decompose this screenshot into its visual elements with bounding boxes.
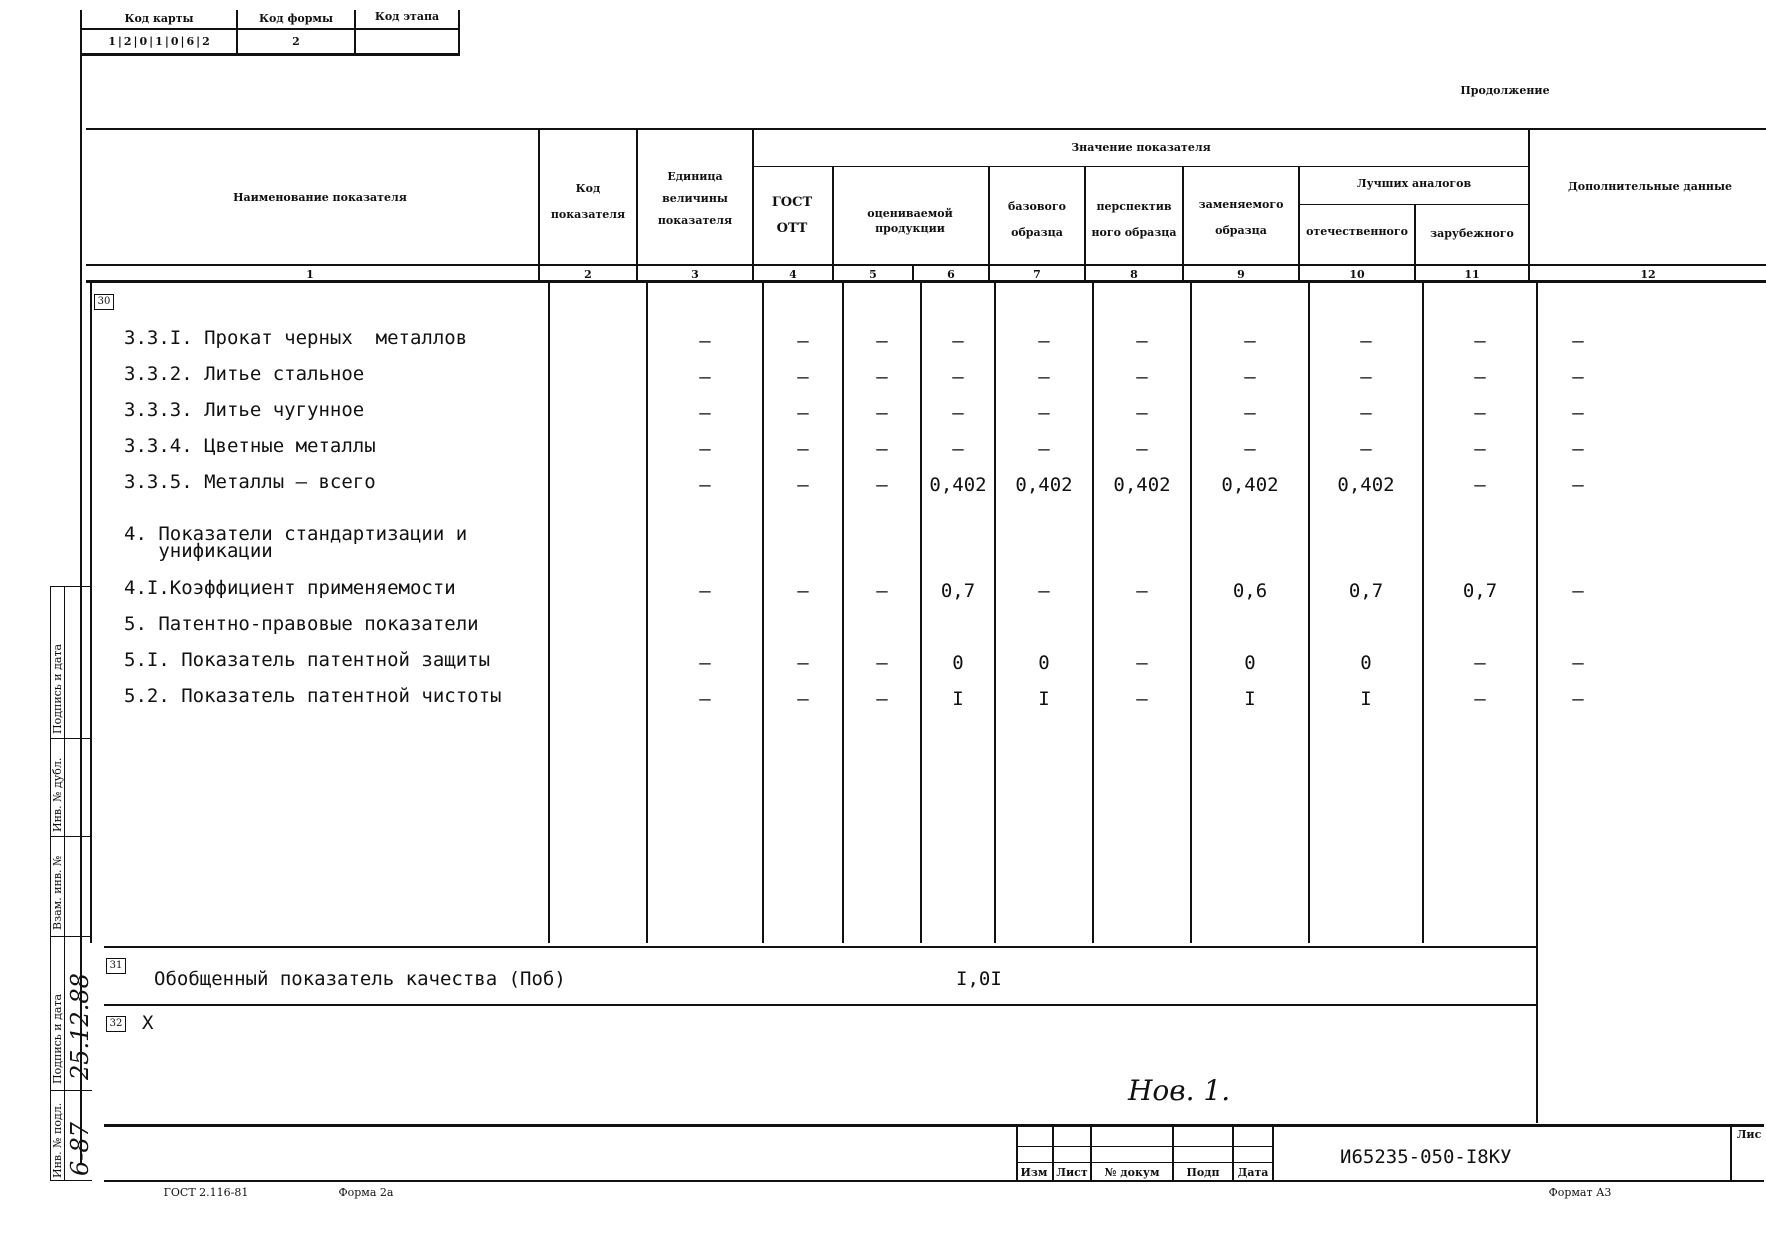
cell-c11: –: [1474, 330, 1486, 352]
stamp-izm: Изм: [1020, 1166, 1048, 1179]
cell-c5: –: [876, 688, 888, 710]
header-code: Код показателя: [550, 182, 626, 221]
cell-c3: –: [699, 688, 711, 710]
cell-c5: –: [876, 580, 888, 602]
cell-c7: 0,402: [1015, 474, 1073, 496]
cell-c8: –: [1136, 330, 1148, 352]
cell-c10: 0,7: [1348, 580, 1384, 602]
cell-c6: I: [952, 688, 964, 710]
header-gost: ГОСТ ОТТ: [771, 195, 813, 236]
cell-c12: –: [1572, 474, 1584, 496]
row-name: 3.3.2. Литье стальное: [124, 363, 365, 385]
cell-c8: –: [1136, 652, 1148, 674]
cell-c3: –: [699, 474, 711, 496]
side-hand-number: 6-87: [66, 1122, 94, 1176]
cell-c11: –: [1474, 652, 1486, 674]
cell-c12: –: [1572, 330, 1584, 352]
cell-c9: –: [1244, 438, 1256, 460]
cell-c5: –: [876, 330, 888, 352]
cell-c7: –: [1038, 580, 1050, 602]
cell-c12: –: [1572, 580, 1584, 602]
handwritten-note: Нов. 1.: [1128, 1074, 1231, 1107]
header-unit: Единица величины показателя: [657, 170, 733, 227]
cell-c3: –: [699, 652, 711, 674]
row-name: 5. Патентно-правовые показатели: [124, 613, 479, 635]
cell-c12: –: [1572, 652, 1584, 674]
line-32-mark: X: [142, 1012, 154, 1034]
line-number-30: 30: [94, 294, 114, 310]
cell-c6: –: [952, 402, 964, 424]
cell-c10: –: [1360, 366, 1372, 388]
header-extra: Дополнительные данные: [1567, 180, 1732, 193]
cell-c8: –: [1136, 402, 1148, 424]
cell-c7: I: [1038, 688, 1050, 710]
column-number-8: 8: [1130, 268, 1138, 281]
cell-c7: 0: [1038, 652, 1050, 674]
code-card-value: 1|2|0|1|0|6|2: [108, 35, 212, 48]
cell-c8: –: [1136, 438, 1148, 460]
cell-c7: –: [1038, 402, 1050, 424]
header-replaced: заменяемого образца: [1198, 198, 1284, 237]
cell-c11: –: [1474, 402, 1486, 424]
cell-c5: –: [876, 474, 888, 496]
cell-c10: 0: [1360, 652, 1372, 674]
row-name: 4. Показатели стандартизации и унификации: [124, 523, 468, 562]
cell-c9: 0,402: [1221, 474, 1279, 496]
cell-c6: –: [952, 366, 964, 388]
cell-c6: –: [952, 438, 964, 460]
cell-c8: –: [1136, 366, 1148, 388]
stamp-dokum: № докум: [1104, 1166, 1160, 1179]
column-number-11: 11: [1464, 268, 1480, 281]
cell-c9: 0,6: [1232, 580, 1268, 602]
cell-c11: 0,7: [1462, 580, 1498, 602]
header-evaluated: оцениваемой продукции: [867, 207, 953, 235]
summary-label: Обобщенный показатель качества (Поб): [154, 968, 566, 990]
header-foreign: зарубежного: [1430, 227, 1514, 240]
cell-c9: –: [1244, 366, 1256, 388]
side-label-podpis-data-2: Подпись и дата: [51, 643, 64, 734]
cell-c6: 0,7: [940, 580, 976, 602]
cell-c5: –: [876, 438, 888, 460]
footer-gost: ГОСТ 2.116-81: [163, 1186, 249, 1199]
cell-c7: –: [1038, 330, 1050, 352]
header-base: базового образца: [1008, 200, 1066, 239]
cell-c12: –: [1572, 688, 1584, 710]
cell-c5: –: [876, 402, 888, 424]
row-name: 3.3.4. Цветные металлы: [124, 435, 376, 457]
cell-c8: –: [1136, 688, 1148, 710]
cell-c3: –: [699, 330, 711, 352]
cell-c9: 0: [1244, 652, 1256, 674]
cell-c10: I: [1360, 688, 1372, 710]
cell-c12: –: [1572, 438, 1584, 460]
cell-c8: –: [1136, 580, 1148, 602]
column-number-12: 12: [1640, 268, 1656, 281]
cell-c11: –: [1474, 366, 1486, 388]
cell-c6: 0: [952, 652, 964, 674]
line-number-31: 31: [106, 958, 126, 974]
cell-c6: –: [952, 330, 964, 352]
row-name: 5.I. Показатель патентной защиты: [124, 649, 491, 671]
cell-c9: –: [1244, 402, 1256, 424]
cell-c3: –: [699, 438, 711, 460]
summary-value: I,0I: [956, 968, 1002, 990]
cell-c11: –: [1474, 474, 1486, 496]
row-name: 3.3.5. Металлы – всего: [124, 471, 376, 493]
column-number-6: 6: [947, 268, 955, 281]
column-number-9: 9: [1237, 268, 1245, 281]
cell-c10: –: [1360, 330, 1372, 352]
cell-c4: –: [797, 438, 809, 460]
code-stage-label: Код этапа: [374, 10, 440, 23]
cell-c6: 0,402: [929, 474, 987, 496]
header-perspective: перспектив ного образца: [1091, 200, 1177, 239]
cell-c4: –: [797, 652, 809, 674]
cell-c8: 0,402: [1113, 474, 1171, 496]
cell-c4: –: [797, 580, 809, 602]
row-name: 5.2. Показатель патентной чистоты: [124, 685, 502, 707]
side-label-inv-dubl: Инв. № дубл.: [51, 757, 64, 832]
column-number-4: 4: [789, 268, 797, 281]
cell-c5: –: [876, 366, 888, 388]
cell-c12: –: [1572, 402, 1584, 424]
column-number-7: 7: [1033, 268, 1041, 281]
cell-c4: –: [797, 402, 809, 424]
footer-format: Формат А3: [1548, 1186, 1612, 1199]
side-hand-sign: 25.12.88: [66, 973, 94, 1080]
column-number-2: 2: [584, 268, 592, 281]
row-name: 4.I.Коэффициент применяемости: [124, 577, 456, 599]
header-value-group: Значение показателя: [1071, 141, 1211, 154]
cell-c11: –: [1474, 688, 1486, 710]
stamp-list-label: Лис: [1736, 1128, 1762, 1141]
cell-c7: –: [1038, 438, 1050, 460]
line-number-32: 32: [106, 1016, 126, 1032]
header-best-analogs: Лучших аналогов: [1356, 177, 1472, 190]
side-label-podpis-data: Подпись и дата: [51, 993, 64, 1084]
row-name: 3.3.I. Прокат черных металлов: [124, 327, 468, 349]
header-name: Наименование показателя: [233, 191, 407, 204]
cell-c9: –: [1244, 330, 1256, 352]
code-form-value: 2: [292, 35, 300, 48]
side-label-inv-podl: Инв. № подл.: [51, 1102, 64, 1178]
cell-c11: –: [1474, 438, 1486, 460]
column-number-5: 5: [869, 268, 877, 281]
cell-c5: –: [876, 652, 888, 674]
cell-c10: 0,402: [1337, 474, 1395, 496]
column-number-3: 3: [691, 268, 699, 281]
stamp-podp: Подп: [1186, 1166, 1220, 1179]
footer-forma: Форма 2а: [338, 1186, 394, 1199]
cell-c10: –: [1360, 438, 1372, 460]
cell-c9: I: [1244, 688, 1256, 710]
stamp-data: Дата: [1237, 1166, 1269, 1179]
cell-c4: –: [797, 330, 809, 352]
cell-c10: –: [1360, 402, 1372, 424]
column-number-10: 10: [1349, 268, 1365, 281]
cell-c3: –: [699, 402, 711, 424]
header-domestic: отечественного: [1306, 225, 1408, 238]
side-label-vzam-inv: Взам. инв. №: [51, 855, 64, 930]
column-number-1: 1: [306, 268, 314, 281]
cell-c4: –: [797, 474, 809, 496]
cell-c3: –: [699, 580, 711, 602]
cell-c3: –: [699, 366, 711, 388]
continuation-label: Продолжение: [1460, 84, 1550, 97]
stamp-designation: И65235-050-I8КУ: [1340, 1146, 1512, 1168]
cell-c4: –: [797, 366, 809, 388]
code-card-label: Код карты: [124, 12, 194, 25]
code-form-label: Код формы: [258, 12, 334, 25]
cell-c4: –: [797, 688, 809, 710]
row-name: 3.3.3. Литье чугунное: [124, 399, 365, 421]
stamp-list: Лист: [1056, 1166, 1088, 1179]
cell-c12: –: [1572, 366, 1584, 388]
cell-c7: –: [1038, 366, 1050, 388]
